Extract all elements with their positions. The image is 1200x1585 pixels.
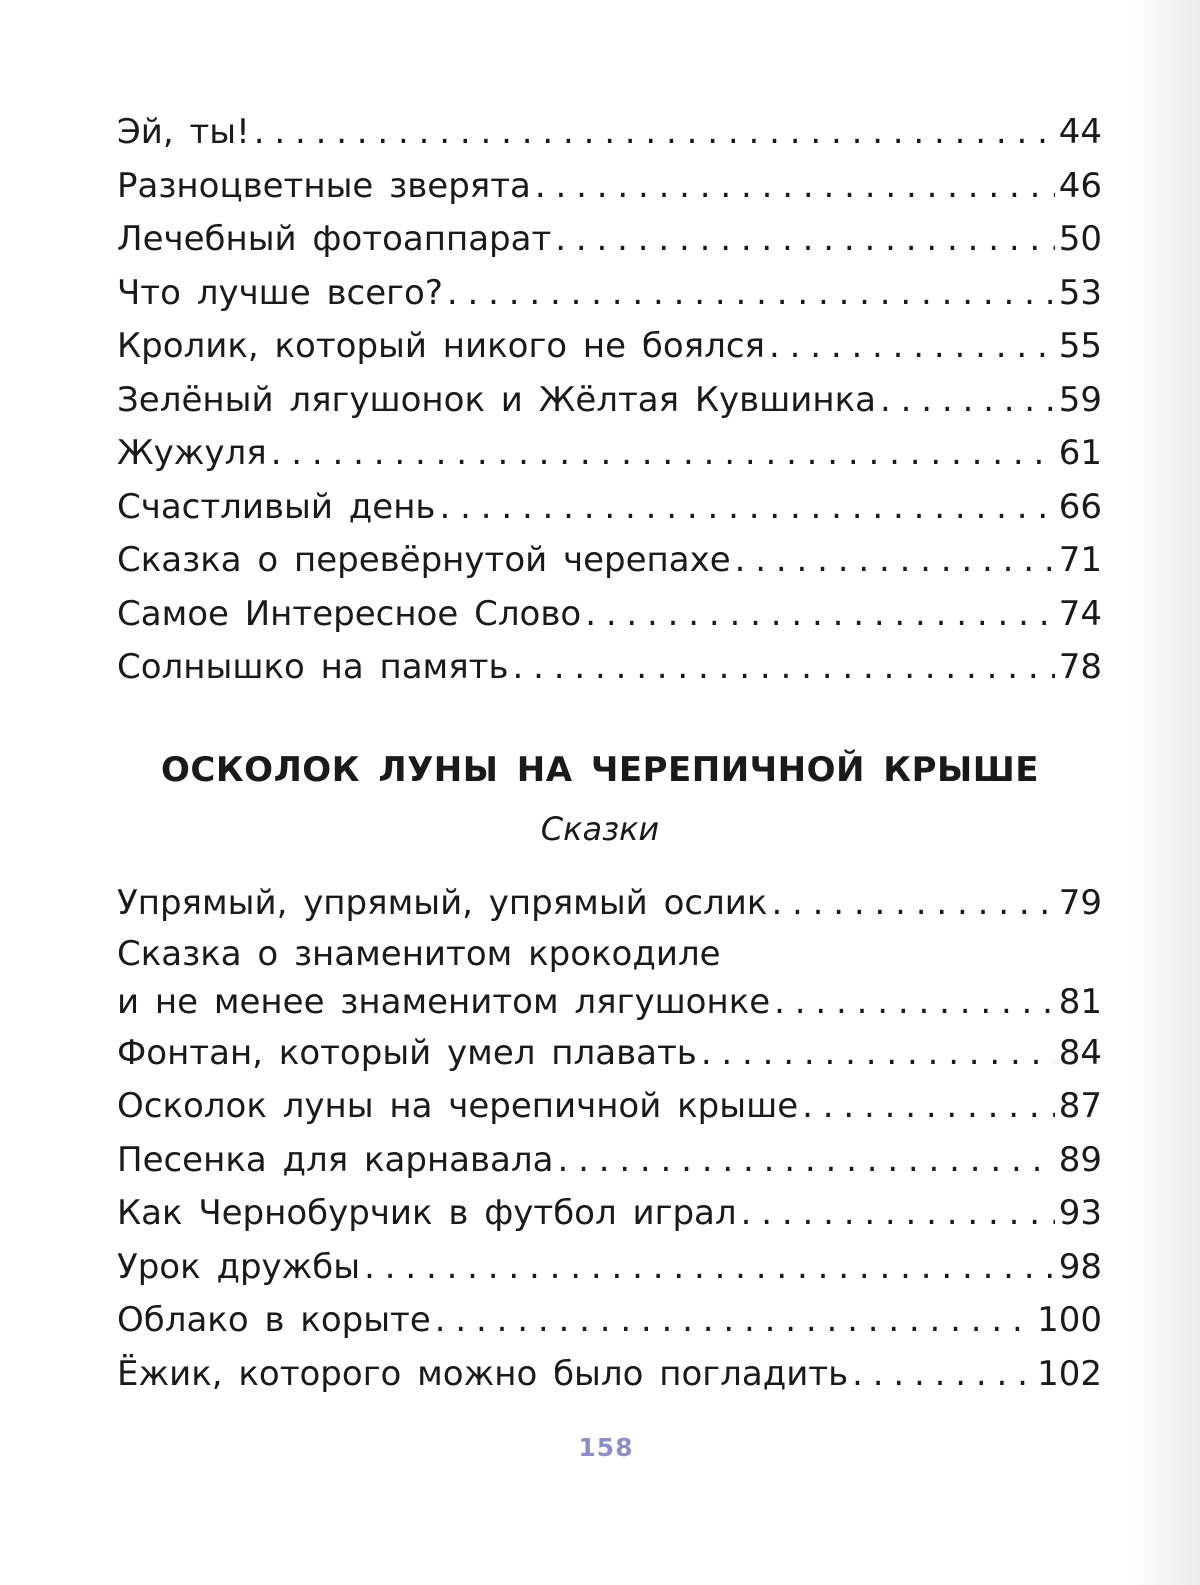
dot-leader <box>769 320 1055 374</box>
dot-leader <box>701 1027 1055 1081</box>
toc-entry-page: 50 <box>1058 219 1102 259</box>
toc-entry[interactable] <box>117 1294 1102 1348</box>
toc-list-part1 <box>117 106 1102 695</box>
toc-entry-title: Солнышко на память <box>117 647 509 687</box>
toc-entry-page: 74 <box>1058 593 1102 634</box>
toc-entry-page: 93 <box>1058 1193 1102 1233</box>
dot-leader <box>735 534 1055 588</box>
toc-entry-title: Упрямый, упрямый, упрямый ослик <box>117 883 768 923</box>
toc-entry-title: Урок дружбы <box>117 1246 361 1287</box>
dot-leader <box>364 1241 1055 1295</box>
dot-leader <box>774 978 1055 1027</box>
dot-leader <box>513 641 1055 695</box>
toc-entry[interactable] <box>117 213 1102 267</box>
dot-leader <box>557 1134 1054 1188</box>
toc-entry-page: 100 <box>1037 1300 1102 1340</box>
dot-leader <box>741 1187 1055 1241</box>
toc-entry-page: 102 <box>1037 1353 1102 1394</box>
toc-entry[interactable] <box>117 374 1102 428</box>
page-number: 158 <box>578 1433 634 1462</box>
dot-leader <box>254 106 1055 160</box>
toc-entry-title: Самое Интересное Слово <box>117 593 582 634</box>
toc-entry[interactable] <box>117 1348 1102 1402</box>
toc-entry[interactable] <box>117 1187 1102 1241</box>
toc-entry-page: 46 <box>1058 165 1102 206</box>
toc-entry[interactable] <box>117 320 1102 374</box>
dot-leader <box>771 877 1054 931</box>
toc-entry-page: 98 <box>1058 1246 1102 1287</box>
toc-entry-title: Кролик, который никого не боялся <box>117 326 765 366</box>
page-edge-shadow <box>1130 0 1200 1585</box>
toc-entry-page: 61 <box>1058 433 1102 473</box>
toc-entry-title: Лечебный фотоаппарат <box>117 219 552 259</box>
dot-leader <box>585 588 1055 642</box>
toc-entry[interactable] <box>117 534 1102 588</box>
toc-entry[interactable] <box>117 1134 1102 1188</box>
toc-entry[interactable] <box>117 1027 1102 1081</box>
dot-leader <box>802 1080 1055 1134</box>
toc-list-part2 <box>117 877 1102 1401</box>
dot-leader <box>852 1348 1033 1402</box>
toc-entry[interactable] <box>117 267 1102 321</box>
toc-entry[interactable] <box>117 427 1102 481</box>
toc-entry-title: Фонтан, который умел плавать <box>117 1032 697 1073</box>
toc-entry-page: 59 <box>1058 379 1102 420</box>
toc-entry-page: 66 <box>1058 486 1102 527</box>
dot-leader <box>435 1294 1033 1348</box>
toc-entry[interactable] <box>117 877 1102 931</box>
section-heading: ОСКОЛОК ЛУНЫ НА ЧЕРЕПИЧНОЙ КРЫШЕ <box>161 750 1039 790</box>
toc-entry-title: Жужуля <box>117 433 267 473</box>
toc-entry[interactable] <box>117 160 1102 214</box>
toc-entry-page: 79 <box>1058 883 1102 923</box>
dot-leader <box>447 267 1055 321</box>
toc-entry-page: 81 <box>1058 981 1102 1022</box>
dot-leader <box>555 213 1054 267</box>
toc-entry-page: 89 <box>1058 1139 1102 1180</box>
toc-entry[interactable] <box>117 1080 1102 1134</box>
toc-entry-page: 55 <box>1058 326 1102 366</box>
dot-leader <box>439 481 1054 535</box>
toc-entry-title: и не менее знаменитом лягушонке <box>117 981 771 1022</box>
toc-entry-title: Как Чернобурчик в футбол играл <box>117 1193 737 1233</box>
toc-entry-page: 53 <box>1058 272 1102 313</box>
toc-entry-title: Зелёный лягушонок и Жёлтая Кувшинка <box>117 379 876 420</box>
toc-entry-page: 87 <box>1058 1086 1102 1126</box>
toc-entry-page: 78 <box>1058 647 1102 687</box>
dot-leader <box>880 374 1055 428</box>
toc-entry[interactable] <box>117 641 1102 695</box>
toc-entry[interactable] <box>117 588 1102 642</box>
toc-entry-multiline[interactable] <box>117 931 1102 1027</box>
toc-entry-title-line1: Сказка о знаменитом крокодиле <box>117 933 721 974</box>
toc-entry-title: Что лучше всего? <box>117 272 443 313</box>
toc-entry[interactable] <box>117 106 1102 160</box>
toc-entry-page: 71 <box>1058 540 1102 580</box>
toc-entry-title: Сказка о перевёрнутой черепахе <box>117 540 731 580</box>
toc-entry-title: Счастливый день <box>117 486 436 527</box>
toc-entry-page: 44 <box>1058 112 1102 152</box>
toc-entry-title: Разноцветные зверята <box>117 165 531 206</box>
toc-entry-page: 84 <box>1058 1032 1102 1073</box>
dot-leader <box>535 160 1055 214</box>
dot-leader <box>271 427 1055 481</box>
toc-entry-title: Осколок луны на черепичной крыше <box>117 1086 799 1126</box>
toc-entry-title: Песенка для карнавала <box>117 1139 554 1180</box>
toc-entry-title: Эй, ты! <box>117 112 250 152</box>
section-subtitle: Сказки <box>540 810 660 848</box>
toc-entry[interactable] <box>117 1241 1102 1295</box>
toc-entry-title: Облако в корыте <box>117 1300 431 1340</box>
toc-entry[interactable] <box>117 481 1102 535</box>
toc-entry-title: Ёжик, которого можно было погладить <box>117 1353 849 1394</box>
